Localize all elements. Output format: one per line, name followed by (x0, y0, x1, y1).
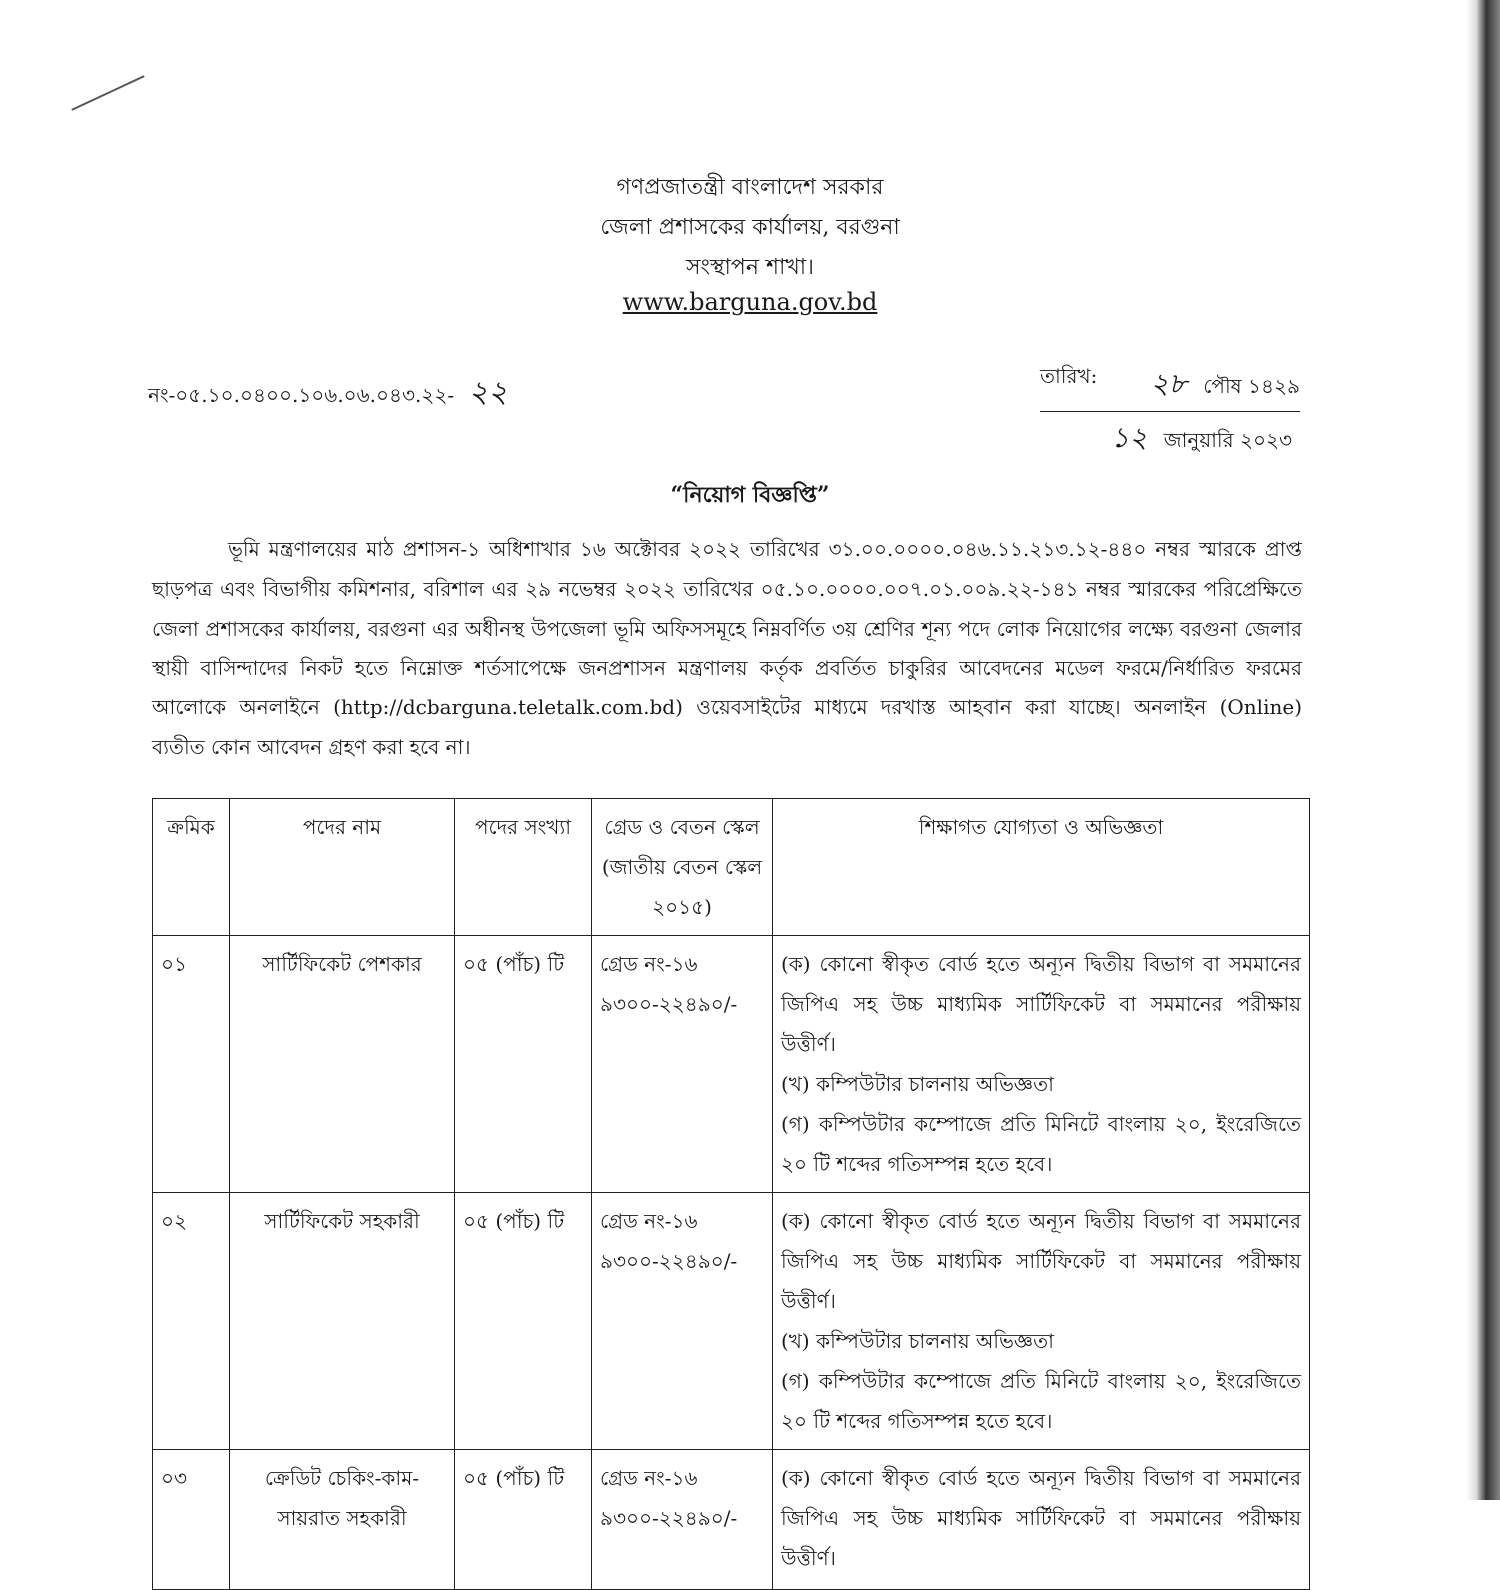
qual-item: (ক) কোনো স্বীকৃত বোর্ড হতে অন্যূন দ্বিতীয় বিভাগ বা সমমানের জিপিএ সহ উচ্চ মাধ্যমিক সার্টিফিকেট বা সমমানের পরীক্ষায় উত্তীর্ণ। (781, 1466, 1301, 1570)
header-office: জেলা প্রশাসকের কার্যালয়, বরগুনা (600, 215, 900, 240)
header-grade: গ্রেড ও বেতন স্কেল (জাতীয় বেতন স্কেল ২০১৫) (592, 799, 773, 936)
header-post: পদের নাম (230, 799, 455, 936)
cell-count: ০৫ (পাঁচ) টি (455, 936, 592, 1193)
qual-item: (গ) কম্পিউটার কম্পোজে প্রতি মিনিটে বাংলায় ২০, ইংরেজিতে ২০ টি শব্দের গতিসম্পন্ন হতে হবে। (781, 1369, 1301, 1433)
body-line: ভূমি মন্ত্রণালয়ের মাঠ প্রশাসন-১ অধিশাখার ১৬ অক্টোবর ২০২২ তারিখের ৩১.০০.০০০০.০৪৬.১১.২১৩.১২-৪৪০ নম্বর স্মারকে প্রাপ্ত (228, 537, 1302, 561)
header-count: পদের সংখ্যা (455, 799, 592, 936)
cell-post: সার্টিফিকেট সহকারী (230, 1193, 455, 1450)
vacancy-table (152, 798, 1310, 1590)
memo-number-text: নং-০৫.১০.০৪০০.১০৬.০৬.০৪৩.২২- (148, 383, 455, 407)
table-row (153, 1193, 1310, 1450)
body-line: ব্যতীত কোন আবেদন গ্রহণ করা হবে না। (152, 735, 471, 759)
header-serial: ক্রমিক (153, 799, 230, 936)
table-row (153, 936, 1310, 1193)
scale-text: ৯৩০০-২২৪৯০/- (600, 1249, 738, 1273)
memo-date (1040, 362, 1300, 463)
qual-item: (খ) কম্পিউটার চালনায় অভিজ্ঞতা (781, 1329, 1054, 1353)
header-branch: সংস্থাপন শাখা। (685, 255, 815, 280)
body-line: ছাড়পত্র এবং বিভাগীয় কমিশনার, বরিশাল এর ২৯ নভেম্বর ২০২২ তারিখের ০৫.১০.০০০০.০০৭.০১.০০৯.২২-১৪১ নম্বর স্মারকের পরিপ্রেক্ষিতে (152, 577, 1302, 601)
date-bangla-day: ২৮ (1150, 367, 1187, 400)
cell-count: ০৫ (পাঁচ) টি (455, 1450, 592, 1590)
qual-item: (ক) কোনো স্বীকৃত বোর্ড হতে অন্যূন দ্বিতীয় বিভাগ বা সমমানের জিপিএ সহ উচ্চ মাধ্যমিক সার্টিফিকেট বা সমমানের পরীক্ষায় উত্তীর্ণ। (781, 952, 1301, 1056)
date-greg-day: ১২ (1110, 421, 1148, 454)
grade-text: গ্রেড নং-১৬ (600, 1466, 698, 1490)
date-gregorian: জানুয়ারি ২০২৩ (1163, 428, 1292, 452)
cell-post: ক্রেডিট চেকিং-কাম-সায়রাত সহকারী (230, 1450, 455, 1590)
header-government: গণপ্রজাতন্ত্রী বাংলাদেশ সরকার (616, 175, 884, 200)
scale-text: ৯৩০০-২২৪৯০/- (600, 1506, 738, 1530)
grade-text: গ্রেড নং-১৬ (600, 1209, 698, 1233)
cell-qualification (773, 1193, 1310, 1450)
body-line: জেলা প্রশাসকের কার্যালয়, বরগুনা এর অধীনস্থ উপজেলা ভূমি অফিসসমূহে নিম্নবর্ণিত ৩য় শ্রেণির শূন্য পদে লোক নিয়োগের লক্ষ্যে বরগুনা জেলার (152, 617, 1302, 641)
cell-qualification (773, 1450, 1310, 1590)
qual-item: (খ) কম্পিউটার চালনায় অভিজ্ঞতা (781, 1072, 1054, 1096)
cell-serial: ০১ (153, 936, 230, 1193)
notice-title: “নিয়োগ বিজ্ঞপ্তি” (670, 482, 830, 508)
qual-item: (গ) কম্পিউটার কম্পোজে প্রতি মিনিটে বাংলায় ২০, ইংরেজিতে ২০ টি শব্দের গতিসম্পন্ন হতে হবে। (781, 1112, 1301, 1176)
date-bangla: পৌষ ১৪২৯ (1203, 374, 1300, 398)
cell-count: ০৫ (পাঁচ) টি (455, 1193, 592, 1450)
header-qualification: শিক্ষাগত যোগ্যতা ও অভিজ্ঞতা (773, 799, 1310, 936)
body-line: স্থায়ী বাসিন্দাদের নিকট হতে নিম্নোক্ত শর্তসাপেক্ষে জনপ্রশাসন মন্ত্রণালয় কর্তৃক প্রবর্তিত চাকুরির আবেদনের মডেল ফরমে/নির্ধারিত ফরমের (152, 656, 1302, 680)
table-row (153, 1450, 1310, 1590)
header-website[interactable]: www.barguna.gov.bd (622, 288, 878, 316)
cell-post: সার্টিফিকেট পেশকার (230, 936, 455, 1193)
cell-grade (592, 936, 773, 1193)
body-line: আলোকে অনলাইনে (http://dcbarguna.teletalk.com.bd) ওয়েবসাইটের মাধ্যমে দরখাস্ত আহবান করা যাচ্ছে। অনলাইন (Online) (152, 695, 1302, 719)
table-header-row (153, 799, 1310, 936)
grade-text: গ্রেড নং-১৬ (600, 952, 698, 976)
qual-item: (ক) কোনো স্বীকৃত বোর্ড হতে অন্যূন দ্বিতীয় বিভাগ বা সমমানের জিপিএ সহ উচ্চ মাধ্যমিক সার্টিফিকেট বা সমমানের পরীক্ষায় উত্তীর্ণ। (781, 1209, 1301, 1313)
cell-grade (592, 1450, 773, 1590)
cell-qualification (773, 936, 1310, 1193)
pen-mark (71, 75, 144, 111)
cell-serial: ০৩ (153, 1450, 230, 1590)
header-website-wrap (0, 288, 1500, 316)
memo-number (148, 368, 508, 419)
date-label: তারিখ: (1040, 364, 1098, 388)
memo-number-handwritten: ২২ (468, 375, 508, 410)
cell-grade (592, 1193, 773, 1450)
cell-serial: ০২ (153, 1193, 230, 1450)
scale-text: ৯৩০০-২২৪৯০/- (600, 992, 738, 1016)
